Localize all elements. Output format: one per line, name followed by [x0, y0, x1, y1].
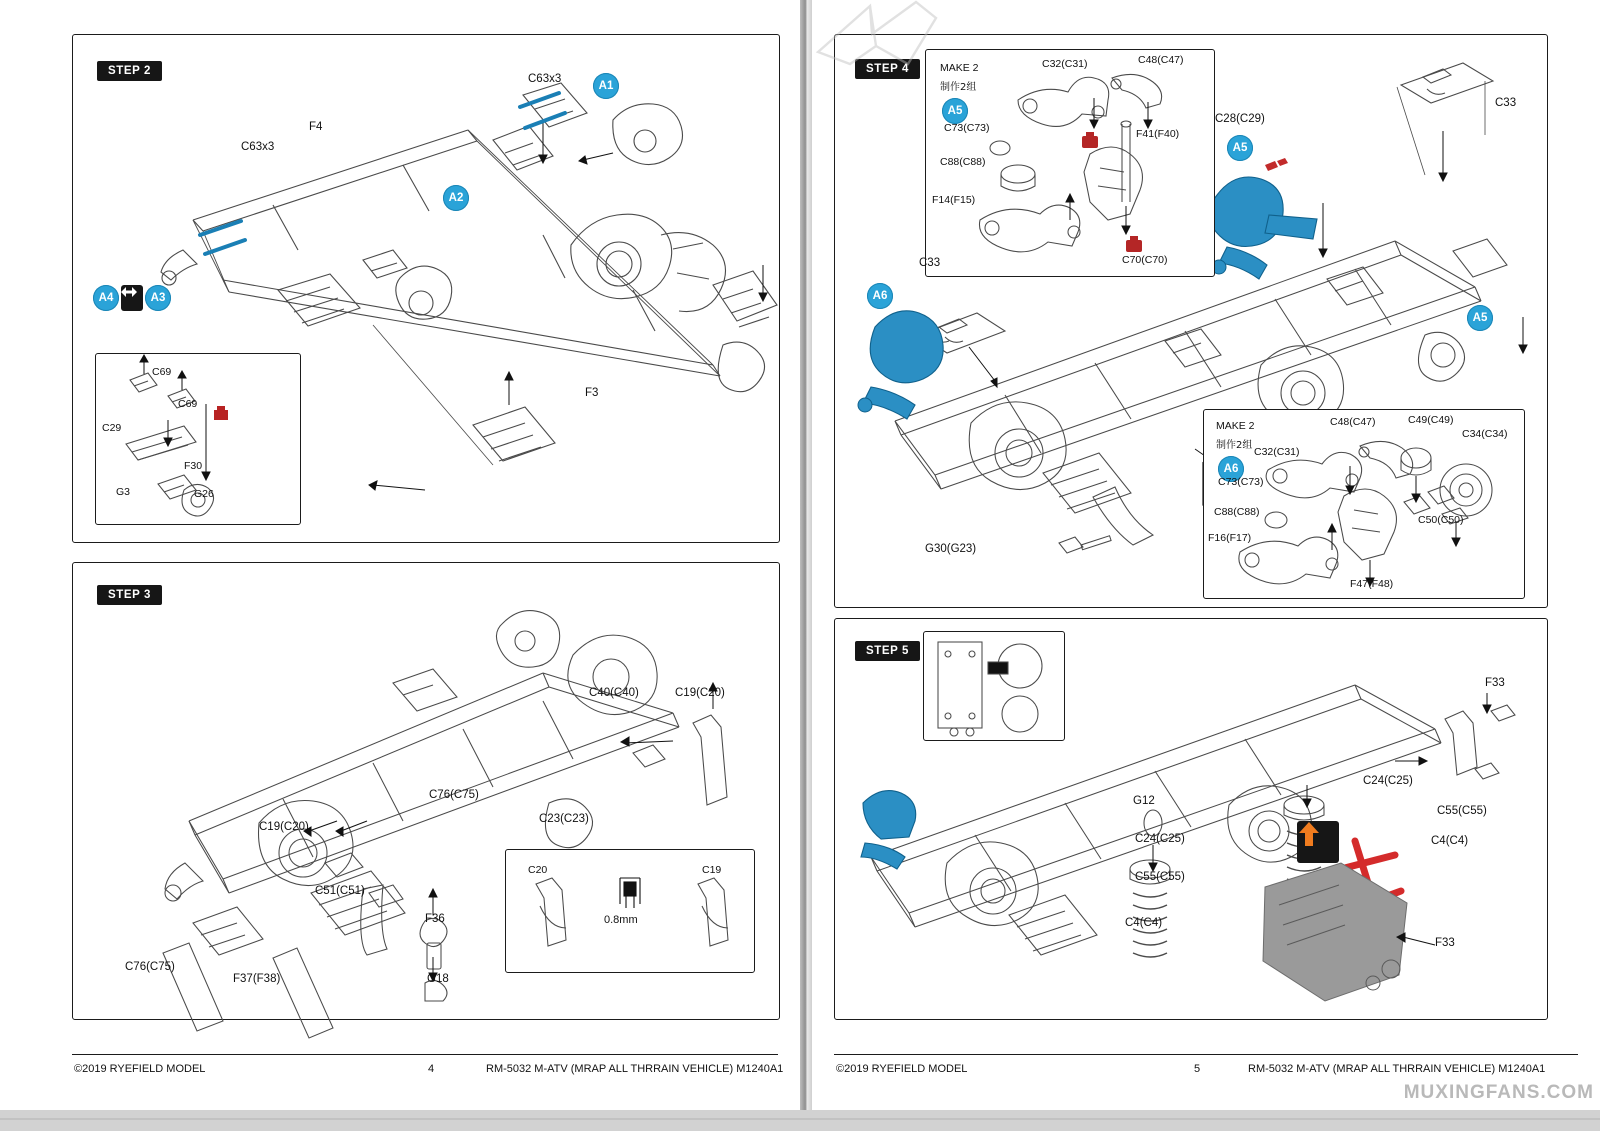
label-c19-c20-mid: C19(C20) — [259, 821, 309, 833]
label-c55-c55-mid: C55(C55) — [1135, 871, 1185, 883]
label-c40: C40(C40) — [589, 687, 639, 699]
label-make2-top-cn: 制作2组 — [940, 82, 977, 93]
label-c50-c50: C50(C50) — [1418, 514, 1464, 526]
label-f47-f48: F47(F48) — [1350, 578, 1394, 590]
label-inset-c20: C20 — [528, 864, 548, 876]
label-f3: F3 — [585, 387, 599, 399]
bubble-a5-main: A5 — [1227, 135, 1253, 161]
step4-badge: STEP 4 — [855, 59, 920, 79]
watermark-text: MUXINGFANS.COM — [1403, 1082, 1594, 1103]
label-c33-left: C33 — [919, 257, 941, 269]
bubble-a4: A4 — [93, 285, 119, 311]
label-make2-bottom-cn: 制作2组 — [1216, 440, 1253, 451]
bubble-a1: A1 — [593, 73, 619, 99]
bubble-a5-right: A5 — [1467, 305, 1493, 331]
label-c48-c47-top: C48(C47) — [1138, 54, 1184, 66]
label-c69-b: C69 — [178, 398, 198, 410]
label-c4-c4-right: C4(C4) — [1431, 835, 1469, 847]
swap-arrow-icon — [121, 285, 143, 311]
label-c49-c49: C49(C49) — [1408, 414, 1454, 426]
label-c51: C51(C51) — [315, 885, 365, 897]
left-footer — [0, 1054, 800, 1088]
label-c29: C29 — [102, 422, 122, 434]
bubble-a6-main: A6 — [867, 283, 893, 309]
label-c32-c31-bottom: C32(C31) — [1254, 446, 1300, 458]
label-f14-f15: F14(F15) — [932, 194, 976, 206]
label-c32-c31-top: C32(C31) — [1042, 58, 1088, 70]
footer-rule — [72, 1054, 778, 1055]
bubble-a5-inset: A5 — [942, 98, 968, 124]
label-c88-c88-bottom: C88(C88) — [1214, 506, 1260, 518]
label-f16-f17: F16(F17) — [1208, 532, 1252, 544]
label-c69-a: C69 — [152, 366, 172, 378]
label-f33-bottom: F33 — [1435, 937, 1455, 949]
step3-inset — [505, 849, 755, 973]
label-g12: G12 — [1133, 795, 1155, 807]
label-inset-c19: C19 — [702, 864, 722, 876]
footer-page-number: 4 — [428, 1063, 435, 1075]
label-c24-c25-right: C24(C25) — [1363, 775, 1413, 787]
footer-copyright: ©2019 RYEFIELD MODEL — [74, 1063, 206, 1075]
label-c73-c73-top: C73(C73) — [944, 122, 990, 134]
right-page — [812, 0, 1600, 1110]
left-page — [0, 0, 800, 1110]
label-g30-g23: G30(G23) — [925, 543, 977, 555]
label-c63x3-top: C63x3 — [528, 73, 562, 85]
right-footer — [812, 1054, 1600, 1088]
label-make2-bottom: MAKE 2 — [1216, 420, 1255, 432]
step3-panel — [72, 562, 780, 1020]
label-f4: F4 — [309, 121, 323, 133]
label-c76-bottom: C76(C75) — [125, 961, 175, 973]
label-thickness: 0.8mm — [604, 914, 638, 926]
step3-badge: STEP 3 — [97, 585, 162, 605]
press-arrow-badge — [1297, 821, 1339, 863]
label-c48-c47-bottom: C48(C47) — [1330, 416, 1376, 428]
label-g18: G18 — [427, 973, 449, 985]
bottom-desk-strip — [0, 1110, 1600, 1131]
step5-inset-diagram — [924, 632, 1064, 740]
label-c73-c73-bottom: C73(C73) — [1218, 476, 1264, 488]
label-c55-c55-right: C55(C55) — [1437, 805, 1487, 817]
label-c4-c4-mid: C4(C4) — [1125, 917, 1163, 929]
page-gutter — [800, 0, 812, 1131]
label-g26: G26 — [194, 488, 214, 500]
label-g3: G3 — [116, 486, 131, 498]
label-c63x3-left: C63x3 — [241, 141, 275, 153]
label-f33-top: F33 — [1485, 677, 1505, 689]
label-f30: F30 — [184, 460, 203, 472]
label-c34-c34: C34(C34) — [1462, 428, 1508, 440]
step5-inset — [923, 631, 1065, 741]
footer-page-number-right: 5 — [1194, 1063, 1201, 1075]
footer-rule-right — [834, 1054, 1578, 1055]
step2-badge: STEP 2 — [97, 61, 162, 81]
label-f37: F37(F38) — [233, 973, 281, 985]
label-c28-c29: C28(C29) — [1215, 113, 1265, 125]
step4-inset-top — [925, 49, 1215, 277]
label-c23: C23(C23) — [539, 813, 589, 825]
step4-inset-bottom — [1203, 409, 1525, 599]
step5-panel — [834, 618, 1548, 1020]
label-c33-top: C33 — [1495, 97, 1517, 109]
step2-inset — [95, 353, 301, 525]
label-c76-top: C76(C75) — [429, 789, 479, 801]
label-c88-c88-top: C88(C88) — [940, 156, 986, 168]
footer-copyright-right: ©2019 RYEFIELD MODEL — [836, 1063, 968, 1075]
step5-badge: STEP 5 — [855, 641, 920, 661]
label-make2-top: MAKE 2 — [940, 62, 979, 74]
watermark-logo-icon — [812, 0, 942, 70]
footer-title-right: RM-5032 M-ATV (MRAP ALL THRRAIN VEHICLE) M1240A1 — [1248, 1063, 1546, 1075]
step2-panel — [72, 34, 780, 543]
label-f41-f40: F41(F40) — [1136, 128, 1180, 140]
bubble-a3: A3 — [145, 285, 171, 311]
label-c24-c25-mid: C24(C25) — [1135, 833, 1185, 845]
footer-title: RM-5032 M-ATV (MRAP ALL THRRAIN VEHICLE) M1240A1 — [486, 1063, 784, 1075]
bubble-a2: A2 — [443, 185, 469, 211]
label-f36: F36 — [425, 913, 445, 925]
step4-panel — [834, 34, 1548, 608]
label-c19-c20-right: C19(C20) — [675, 687, 725, 699]
bubble-a6-inset: A6 — [1218, 456, 1244, 482]
label-c70-c70: C70(C70) — [1122, 254, 1168, 266]
